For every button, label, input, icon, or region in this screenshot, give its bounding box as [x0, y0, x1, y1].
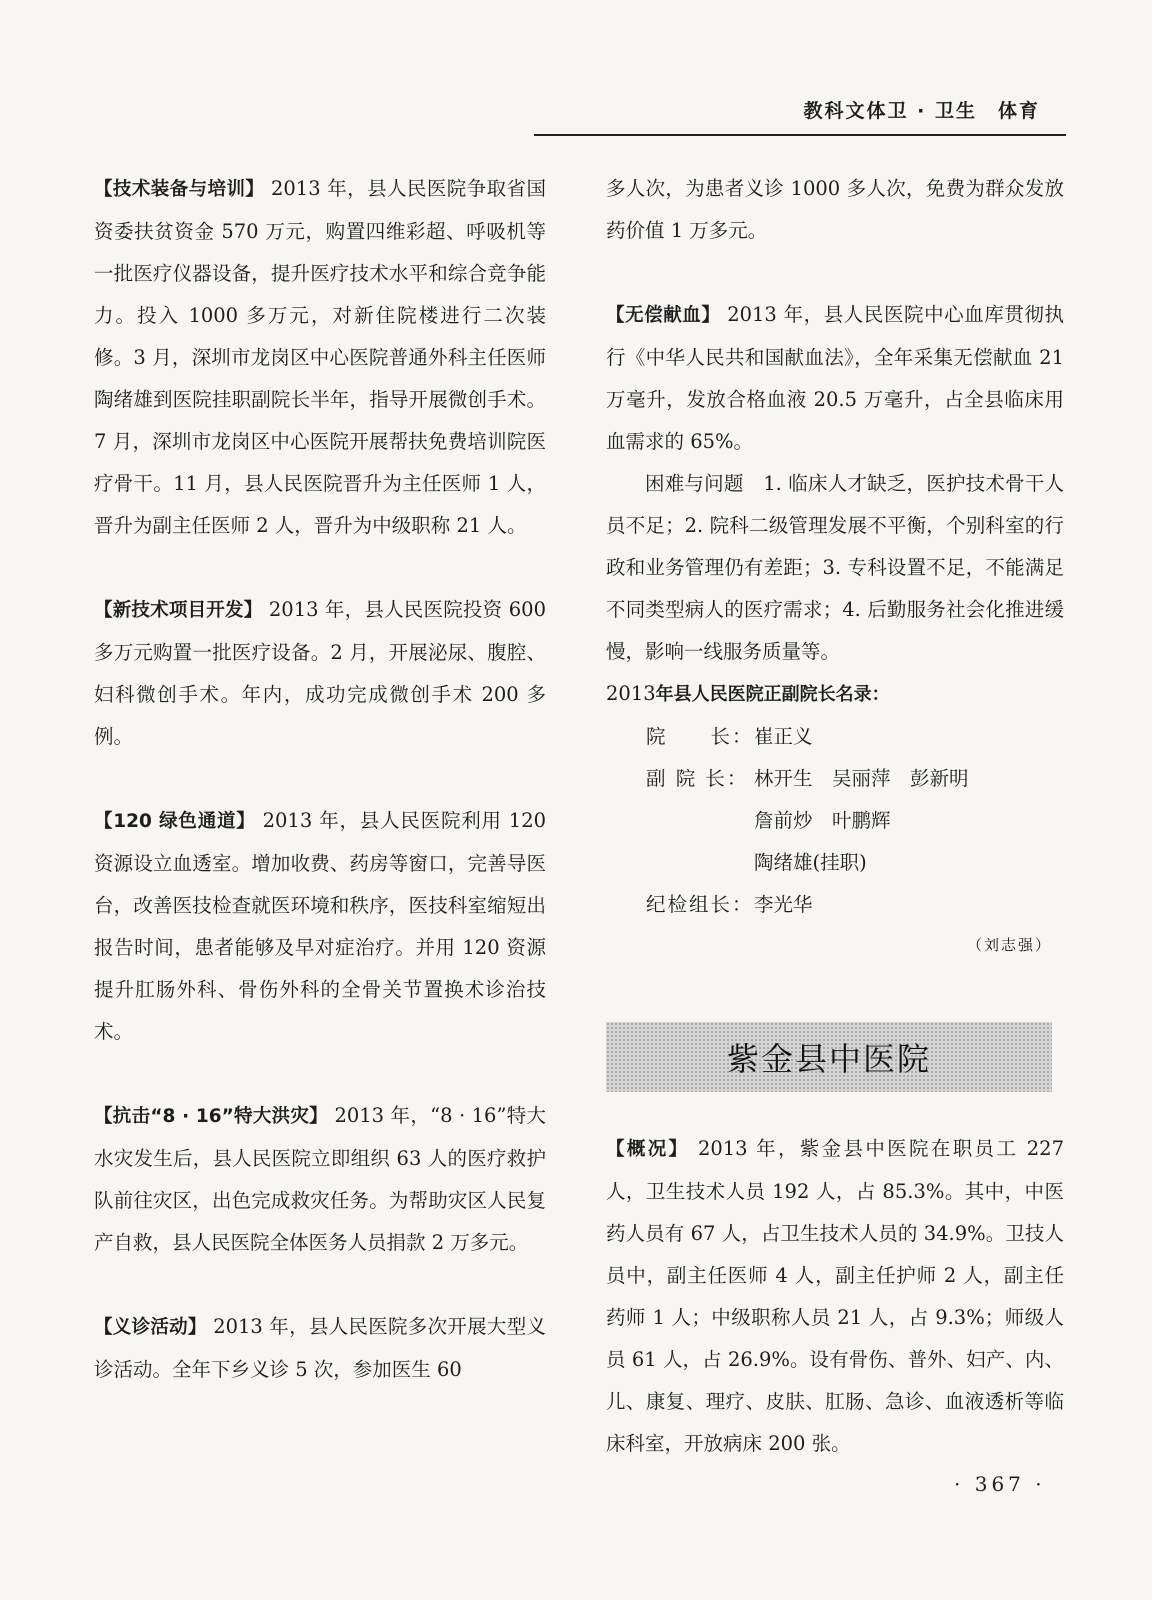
- discipline-label: 纪检组长：: [646, 893, 754, 916]
- tech-equipment-heading: 【技术装备与培训】: [94, 179, 265, 200]
- green-channel-heading: 【120 绿色通道】: [94, 811, 256, 832]
- new-tech-paragraph: [94, 589, 546, 758]
- green-channel-text: 2013 年，县人民医院利用 120 资源设立血透室。增加收费、药房等窗口，完善导医台，改善医技检查就医环境和秩序，医技科室缩短出报告时间，患者能够及早对症治疗。并用 120 资源提升肛肠外科、骨伤外科的全骨关节置换术诊治技术。: [94, 809, 547, 1043]
- vice-names-2: 詹前炒 叶鹏辉: [754, 809, 891, 832]
- page-number: · 367 ·: [954, 1472, 1046, 1496]
- section-banner: 紫金县中医院: [606, 1022, 1052, 1092]
- vice-label: 副 院 长：: [646, 767, 749, 790]
- president-label: 院 长：: [646, 725, 754, 748]
- roster-row-president: [606, 716, 1064, 758]
- left-column: [94, 168, 546, 1391]
- new-tech-heading: 【新技术项目开发】: [94, 600, 263, 621]
- overview-heading: 【概况】: [606, 1139, 690, 1160]
- overview-text: 2013 年，紫金县中医院在职员工 227 人，卫生技术人员 192 人，占 85.3%。其中，中医药人员有 67 人，占卫生技术人员的 34.9%。卫技人员中，副主任医师 4 人，副主任护师 2 人，副主任药师 1 人；中级职称人员 21 人，占 9.3%；师级人员 61 人，占 26.9%。设有骨伤、普外、妇产、内、儿、康复、理疗、皮肤、肛肠、急诊、血液透析等临床科室，开放病床 200 张。: [606, 1137, 1064, 1455]
- blood-paragraph: [606, 294, 1064, 463]
- new-tech-text: 2013 年，县人民医院投资 600 多万元购置一批医疗设备。2 月，开展泌尿、腹腔、妇科微创手术。年内，成功完成微创手术 200 多例。: [94, 598, 546, 748]
- roster-title-year: 2013: [606, 682, 656, 705]
- header-rule: [534, 134, 1066, 136]
- roster-row-vice: [606, 758, 1064, 800]
- clinic-paragraph: [94, 1306, 546, 1391]
- roster-title-text: 年县人民医院正副院长名录：: [655, 684, 890, 705]
- blood-heading: 【无偿献血】: [606, 305, 721, 326]
- leadership-roster: [606, 673, 1064, 926]
- tech-equipment-text: 2013 年，县人民医院争取省国资委扶贫资金 570 万元，购置四维彩超、呼吸机等一批医疗仪器设备，提升医疗技术水平和综合竞争能力。投入 1000 多万元，对新住院楼进行二次装修。3 月，深圳市龙岗区中心医院普通外科主任医师陶绪雄到医院挂职副院长半年，指导开展微创手术。7 月，深圳市龙岗区中心医院开展帮扶免费培训院医疗骨干。11 月，县人民医院晋升为主任医师 1 人，晋升为副主任医师 2 人，晋升为中级职称 21 人。: [94, 177, 546, 537]
- clinic-text: 2013 年，县人民医院多次开展大型义诊活动。全年下乡义诊 5 次，参加医生 60: [94, 1315, 546, 1381]
- problems-text: 1. 临床人才缺乏，医护技术骨干人员不足；2. 院科二级管理发展不平衡，个别科室的行政和业务管理仍有差距；3. 专科设置不足，不能满足不同类型病人的医疗需求；4. 后勤服务社会化推进缓慢，影响一线服务质量等。: [606, 472, 1064, 663]
- roster-title: [606, 673, 1064, 716]
- flood-heading: 【抗击“8 · 16”特大洪灾】: [94, 1106, 328, 1127]
- author-credit: （刘志强）: [966, 936, 1052, 954]
- problems-label: 困难与问题: [645, 472, 744, 495]
- flood-text: 2013 年，“8 · 16”特大水灾发生后，县人民医院立即组织 63 人的医疗救护队前往灾区，出色完成救灾任务。为帮助灾区人民复产自救，县人民医院全体医务人员捐款 2 万多元。: [94, 1104, 546, 1254]
- clinic-continued-paragraph: 多人次，为患者义诊 1000 多人次，免费为群众发放药价值 1 万多元。: [606, 177, 1064, 242]
- clinic-heading: 【义诊活动】: [94, 1317, 207, 1338]
- roster-row-discipline: [606, 884, 1064, 926]
- president-name: 崔正义: [754, 725, 813, 748]
- overview-paragraph: [606, 1128, 1064, 1465]
- section-header: 教科文体卫 · 卫生 体育: [803, 100, 1040, 122]
- problems-paragraph: [606, 463, 1064, 673]
- vice-names-1: 林开生 吴丽萍 彭新明: [754, 767, 969, 790]
- discipline-name: 李光华: [754, 893, 813, 916]
- green-channel-paragraph: [94, 800, 546, 1053]
- right-column: [606, 168, 1064, 1465]
- tech-equipment-paragraph: [94, 168, 546, 547]
- vice-names-3: 陶绪雄(挂职): [754, 851, 867, 874]
- flood-paragraph: [94, 1095, 546, 1264]
- blood-text: 2013 年，县人民医院中心血库贯彻执行《中华人民共和国献血法》，全年采集无偿献血 21 万毫升，发放合格血液 20.5 万毫升，占全县临床用血需求的 65%。: [606, 303, 1064, 453]
